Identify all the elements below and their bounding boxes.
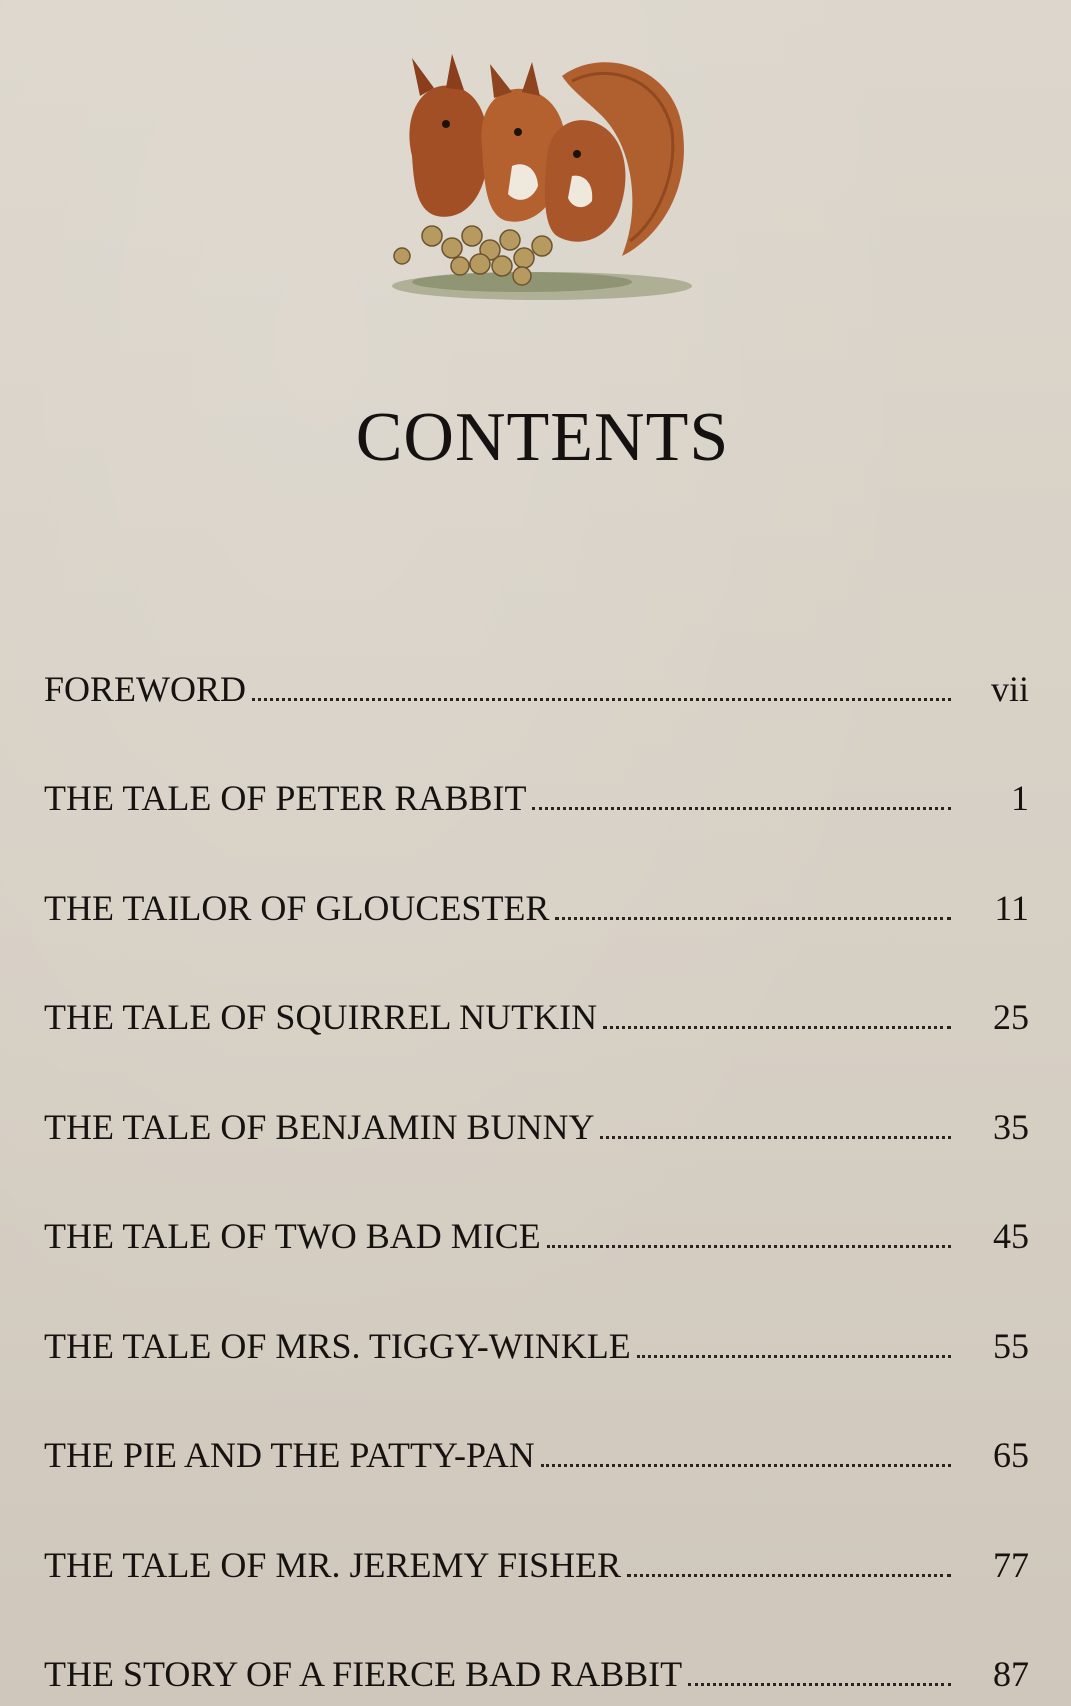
toc-entry-title: THE TALE OF MR. JEREMY FISHER: [44, 1544, 622, 1585]
toc-entry-jeremy-fisher[interactable]: [44, 1476, 1029, 1586]
dot-leader: [252, 698, 951, 701]
toc-entry-title: FOREWORD: [44, 668, 247, 709]
dot-leader: [555, 917, 951, 920]
toc-entry-pie-and-patty-pan[interactable]: [44, 1367, 1029, 1477]
toc-entry-benjamin-bunny[interactable]: [44, 1038, 1029, 1148]
dot-leader: [600, 1136, 951, 1139]
toc-entry-foreword[interactable]: [44, 600, 1029, 710]
toc-entry-title: THE STORY OF A FIERCE BAD RABBIT: [44, 1654, 683, 1694]
toc-entry-page: 25: [993, 997, 1029, 1037]
toc-entry-page: 77: [993, 1544, 1029, 1585]
dot-leader: [627, 1574, 951, 1577]
toc-entry-title: THE TALE OF TWO BAD MICE: [44, 1216, 541, 1256]
page-title: CONTENTS: [355, 399, 730, 476]
dot-leader: [547, 1245, 951, 1248]
dot-leader: [532, 807, 951, 810]
toc-entry-fierce-bad-rabbit[interactable]: [44, 1586, 1029, 1696]
toc-entry-title: THE TAILOR OF GLOUCESTER: [44, 887, 550, 928]
toc-entry-page: 11: [994, 887, 1029, 928]
dot-leader: [637, 1355, 951, 1358]
toc-entry-page: vii: [990, 668, 1029, 709]
toc-entry-title: THE PIE AND THE PATTY-PAN: [44, 1435, 535, 1475]
table-of-contents: [44, 600, 1029, 1695]
toc-entry-mrs-tiggy-winkle[interactable]: [44, 1257, 1029, 1367]
toc-entry-page: 1: [1011, 778, 1029, 818]
toc-entry-title: THE TALE OF MRS. TIGGY-WINKLE: [44, 1325, 631, 1366]
toc-entry-title: THE TALE OF BENJAMIN BUNNY: [44, 1106, 595, 1147]
squirrel-illustration-icon: [372, 36, 698, 306]
toc-entry-page: 87: [993, 1654, 1029, 1694]
toc-entry-squirrel-nutkin[interactable]: [44, 929, 1029, 1039]
toc-entry-title: THE TALE OF SQUIRREL NUTKIN: [44, 997, 598, 1037]
toc-entry-page: 35: [993, 1106, 1029, 1147]
dot-leader: [541, 1464, 951, 1467]
toc-entry-page: 45: [993, 1216, 1029, 1256]
toc-entry-title: THE TALE OF PETER RABBIT: [44, 778, 527, 818]
dot-leader: [688, 1683, 951, 1686]
toc-entry-page: 55: [993, 1325, 1029, 1366]
toc-entry-peter-rabbit[interactable]: [44, 710, 1029, 820]
toc-entry-page: 65: [993, 1435, 1029, 1475]
toc-entry-two-bad-mice[interactable]: [44, 1148, 1029, 1258]
toc-entry-tailor-of-gloucester[interactable]: [44, 819, 1029, 929]
dot-leader: [603, 1026, 951, 1029]
